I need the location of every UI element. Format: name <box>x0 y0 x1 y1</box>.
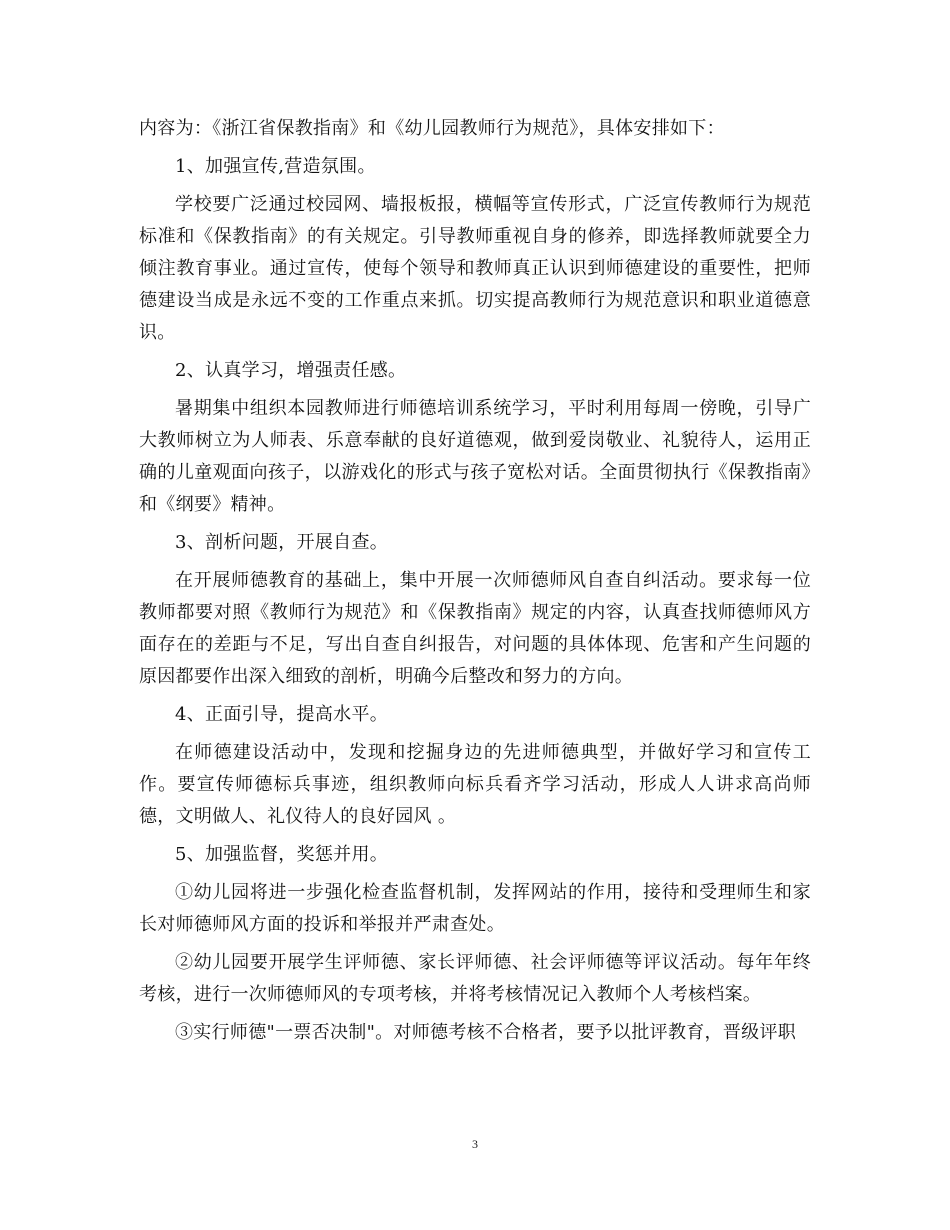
list-item-2: ②幼儿园要开展学生评师德、家长评师德、社会评师德等评议活动。每年年终考核，进行一次师德师风的专项考核，并将考核情况记入教师个人考核档案。 <box>139 952 811 1005</box>
section-heading-1: 1、加强宣传,营造氛围。 <box>175 156 376 177</box>
body-paragraph-3: 在开展师德教育的基础上，集中开展一次师德师风自查自纠活动。要求每一位教师都要对照《教师行为规范》和《保教指南》规定的内容，认真查找师德师风方面存在的差距与不足，写出自查自纠报告，对问题的具体体现、危害和产生问题的原因都要作出深入细致的剖析，明确今后整改和努力的方向。 <box>139 570 811 687</box>
intro-paragraph: 内容为：《浙江省保教指南》和《幼儿园教师行为规范》，具体安排如下： <box>139 118 725 139</box>
body-paragraph-2: 暑期集中组织本园教师进行师德培训系统学习，平时利用每周一傍晚，引导广大教师树立为人师表、乐意奉献的良好道德观，做到爱岗敬业、礼貌待人，运用正确的儿童观面向孩子，以游戏化的形式与孩子宽松对话。全面贯彻执行《保教指南》和《纲要》精神。 <box>139 398 811 515</box>
body-paragraph-4: 在师德建设活动中，发现和挖掘身边的先进师德典型，并做好学习和宣传工作。要宣传师德标兵事迹，组织教师向标兵看齐学习活动，形成人人讲求高尚师德，文明做人、礼仪待人的良好园风 。 <box>139 742 811 827</box>
page-body <box>139 113 811 1049</box>
section-heading-2: 2、认真学习，增强责任感。 <box>175 360 407 381</box>
section-heading-5: 5、加强监督，奖惩并用。 <box>175 844 389 865</box>
list-item-3: ③实行师德"一票否决制"。对师德考核不合格者，要予以批评教育，晋级评职 <box>175 1022 797 1043</box>
body-paragraph-1: 学校要广泛通过校园网、墙报板报，横幅等宣传形式，广泛宣传教师行为规范标准和《保教指南》的有关规定。引导教师重视自身的修养，即选择教师就要全力倾注教育事业。通过宣传，使每个领导和教师真正认识到师德建设的重要性，把师德建设当成是永远不变的工作重点来抓。切实提高教师行为规范意识和职业道德意识。 <box>139 194 811 343</box>
list-item-1: ①幼儿园将进一步强化检查监督机制，发挥网站的作用，接待和受理师生和家长对师德师风方面的投诉和举报并严肃查处。 <box>139 882 811 935</box>
section-heading-3: 3、剖析问题，开展自查。 <box>175 532 389 553</box>
section-heading-4: 4、正面引导，提高水平。 <box>175 704 389 725</box>
page-number: 3 <box>472 1137 478 1151</box>
